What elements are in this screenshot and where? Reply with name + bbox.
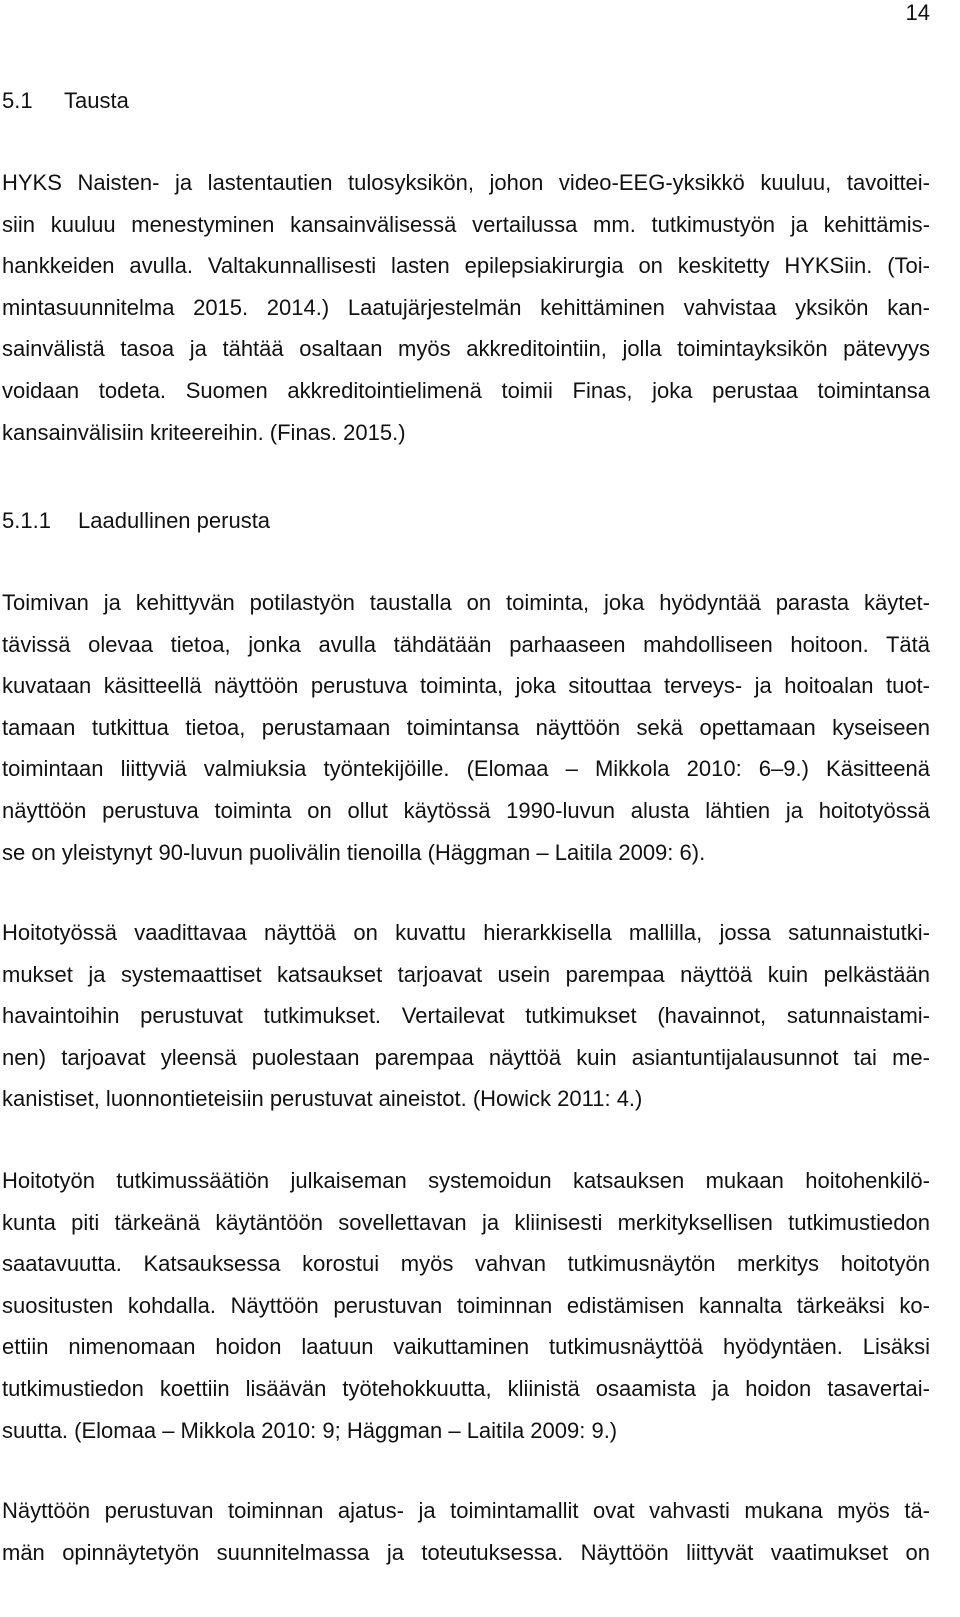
text-line: HYKS Naisten- ja lastentautien tulosyksikön, johon video-EEG-yksikkö kuuluu, tavoittei- bbox=[2, 170, 930, 195]
text-line: kanistiset, luonnontieteisiin perustuvat aineistot. (Howick 2011: 4.) bbox=[2, 1086, 643, 1112]
page-number: 14 bbox=[905, 0, 930, 25]
text-line: män opinnäytetyön suunnitelmassa ja toteutuksessa. Näyttöön liittyvät vaatimukset on bbox=[2, 1539, 930, 1565]
text-line: ettiin nimenomaan hoidon laatuun vaikuttaminen tutkimusnäyttöä hyödyntäen. Lisäksi bbox=[2, 1334, 930, 1360]
subsection-heading bbox=[2, 508, 270, 534]
text-line: Näyttöön perustuvan toiminnan ajatus- ja toimintamallit ovat vahvasti mukana myös tä- bbox=[2, 1498, 930, 1523]
text-line: saatavuutta. Katsauksessa korostui myös vahvan tutkimusnäytön merkitys hoitotyön bbox=[2, 1251, 930, 1277]
text-line: havaintoihin perustuvat tutkimukset. Vertailevat tutkimukset (havainnot, satunnaistami- bbox=[2, 1003, 930, 1029]
text-line: sainvälistä tasoa ja tähtää osaltaan myös akkreditointiin, jolla toimintayksikön pätevyys bbox=[2, 336, 930, 362]
text-line: tutkimustiedon koettiin lisäävän työtehokkuutta, kliinistä osaamista ja hoidon tasavertai- bbox=[2, 1375, 930, 1401]
text-line: kuvataan käsitteellä näyttöön perustuva toiminta, joka sitouttaa terveys- ja hoitoalan tuot- bbox=[2, 673, 930, 699]
paragraph-nayton-hierarkia bbox=[2, 912, 930, 1120]
paragraph-hoitotyon-tutkimussaatio bbox=[2, 1160, 930, 1451]
section-title: Tausta bbox=[64, 88, 129, 113]
text-line: suutta. (Elomaa – Mikkola 2010: 9; Häggman – Laitila 2009: 9.) bbox=[2, 1417, 618, 1443]
paragraph-tausta bbox=[2, 162, 930, 453]
text-line: nen) tarjoavat yleensä puolestaan parempaa näyttöä kuin asiantuntijalausunnot tai me- bbox=[2, 1044, 930, 1070]
text-line: mukset ja systemaattiset katsaukset tarjoavat usein parempaa näyttöä kuin pelkästään bbox=[2, 961, 930, 987]
paragraph-laadullinen-perusta bbox=[2, 582, 930, 873]
text-line: tamaan tutkittua tietoa, perustamaan toimintansa näyttöön sekä opettamaan kyseiseen bbox=[2, 714, 930, 740]
text-line: suositusten kohdalla. Näyttöön perustuvan toiminnan edistämisen kannalta tärkeäksi ko- bbox=[2, 1292, 930, 1318]
subsection-title: Laadullinen perusta bbox=[78, 508, 271, 533]
text-line: mintasuunnitelma 2015. 2014.) Laatujärjestelmän kehittäminen vahvistaa yksikön kan- bbox=[2, 294, 930, 320]
text-line: Hoitotyössä vaadittavaa näyttöä on kuvattu hierarkkisella mallilla, jossa satunnaistutki- bbox=[2, 920, 930, 945]
text-line: tävissä olevaa tietoa, jonka avulla tähdätään parhaaseen mahdolliseen hoitoon. Tätä bbox=[2, 631, 930, 657]
text-line: se on yleistynyt 90-luvun puolivälin tienoilla (Häggman – Laitila 2009: 6). bbox=[2, 839, 706, 865]
section-heading bbox=[2, 88, 129, 114]
paragraph-opinnaytetyo bbox=[2, 1490, 930, 1573]
section-number: 5.1 bbox=[2, 88, 33, 113]
text-line: voidaan todeta. Suomen akkreditointielimenä toimii Finas, joka perustaa toimintansa bbox=[2, 377, 930, 403]
text-line: hankkeiden avulla. Valtakunnallisesti lasten epilepsiakirurgia on keskitetty HYKSiin. (Toi- bbox=[2, 253, 930, 279]
text-line: näyttöön perustuva toiminta on ollut käytössä 1990-luvun alusta lähtien ja hoitotyössä bbox=[2, 797, 930, 823]
subsection-number: 5.1.1 bbox=[2, 508, 51, 533]
text-line: toimintaan liittyviä valmiuksia työntekijöille. (Elomaa – Mikkola 2010: 6–9.) Käsitteenä bbox=[2, 756, 930, 782]
text-line: Hoitotyön tutkimussäätiön julkaiseman systemoidun katsauksen mukaan hoitohenkilö- bbox=[2, 1168, 930, 1193]
text-line: siin kuuluu menestyminen kansainvälisessä vertailussa mm. tutkimustyön ja kehittämis- bbox=[2, 211, 930, 237]
text-line: kansainvälisiin kriteereihin. (Finas. 2015.) bbox=[2, 419, 406, 445]
text-line: Toimivan ja kehittyvän potilastyön taustalla on toiminta, joka hyödyntää parasta käytet- bbox=[2, 590, 930, 615]
text-line: kunta piti tärkeänä käytäntöön sovellettavan ja kliinisesti merkityksellisen tutkimustiedon bbox=[2, 1209, 930, 1235]
